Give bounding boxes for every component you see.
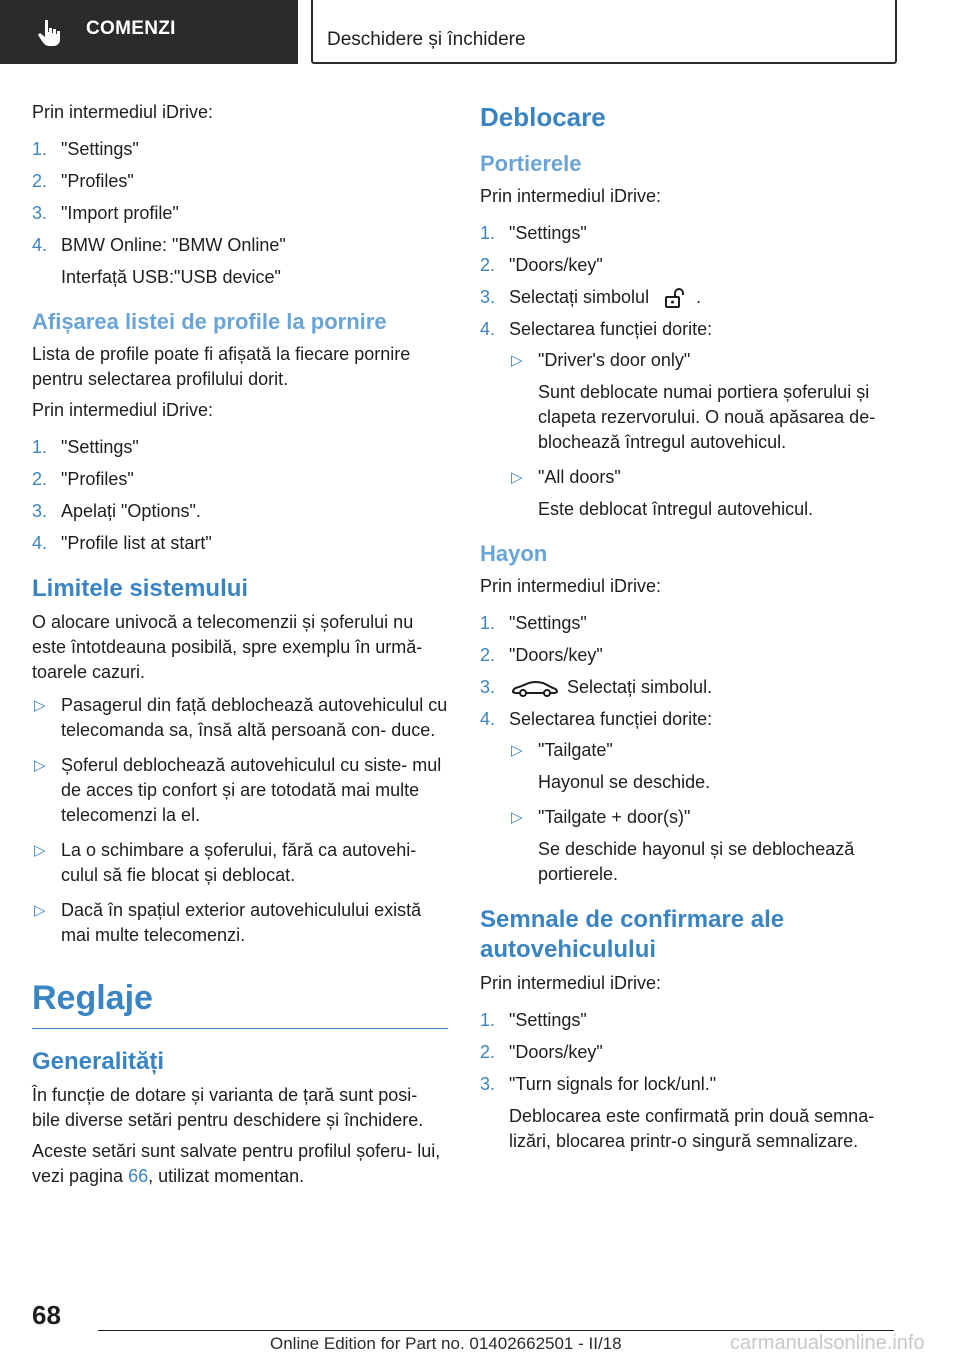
section-title: Deschidere și închidere	[327, 29, 526, 50]
list-item: 1. "Settings"	[480, 1010, 587, 1030]
page-link[interactable]: 66	[128, 1166, 149, 1186]
doors-options	[509, 348, 896, 522]
list-item: 3. Apelați "Options".	[32, 501, 201, 521]
list-item: 1. "Settings"	[480, 223, 587, 243]
intro-text: Prin intermediul iDrive:	[480, 576, 662, 596]
car-tailgate-icon	[509, 677, 561, 699]
intro-text: Prin intermediul iDrive:	[32, 400, 214, 420]
list-item: 1. "Settings"	[32, 139, 139, 159]
list-item: ▷ "Tailgate + door(s)" Se deschide hayonul și se deblochează portierele.	[511, 807, 855, 884]
list-item: 3. Selectați simbolul .	[480, 285, 896, 310]
list-item: 3. "Import profile"	[32, 203, 179, 223]
list-item: ▷ La o schimbare a șoferului, fără ca autovehi- culul să fie blocat și deblocat.	[34, 840, 417, 885]
profile-list-steps	[32, 435, 448, 556]
heading-hayon: Hayon	[480, 541, 548, 566]
list-item: ▷ Pasagerul din față deblochează autovehiculul cu telecomanda sa, însă altă persoană con- duce.	[34, 695, 448, 740]
list-item: ▷ Dacă în spațiul exterior autovehiculului există mai multe telecomenzi.	[34, 900, 422, 945]
list-item: 3. "Turn signals for lock/unl." Deblocarea este confirmată prin două semna- lizări, blocarea printr-o singură semnalizare.	[480, 1072, 896, 1154]
list-item: 4. Selectarea funcției dorite: ▷ "Driver's door only" Sunt deblocate numai portiera șoferului și clapeta rezervorului. O nouă apăsarea de- blochează întregul autovehicul. ▷ "All doors" Este deblocat întregul autovehicul.	[480, 317, 896, 522]
heading-portierele: Portierele	[480, 151, 582, 176]
right-column	[480, 100, 896, 1161]
hayon-options	[509, 738, 896, 887]
doors-steps	[480, 221, 896, 522]
heading-generalitati: Generalități	[32, 1048, 165, 1075]
paragraph: O alocare univocă a telecomenzii și șoferului nu este întotdeauna posibilă, spre exemplu în urmă- toarele cazuri.	[32, 612, 423, 682]
list-item: ▷ "Tailgate" Hayonul se deschide.	[511, 740, 711, 792]
footer-edition: Online Edition for Part no. 01402662501 - II/18	[270, 1334, 622, 1353]
list-item: 2. "Doors/key"	[480, 1042, 603, 1062]
list-item: ▷ "Driver's door only" Sunt deblocate numai portiera șoferului și clapeta rezervorului. O nouă apăsarea de- blochează întregul autovehicul.	[511, 350, 876, 452]
list-item: 1. "Settings"	[480, 613, 587, 633]
list-item: ▷ "All doors" Este deblocat întregul autovehicul.	[511, 467, 814, 519]
intro-text: Prin intermediul iDrive:	[480, 973, 662, 993]
semnale-steps	[480, 1008, 896, 1154]
intro-text: Prin intermediul iDrive:	[32, 102, 214, 122]
chapter-tab	[0, 0, 298, 64]
limits-list	[32, 693, 448, 948]
list-item: 3. Selectați simbolul.	[480, 675, 896, 700]
list-item: 4. BMW Online: "BMW Online" Interfață USB:"USB device"	[32, 233, 448, 290]
watermark: carmanualsonline.info	[730, 1332, 925, 1354]
page-header	[0, 0, 960, 66]
list-item: ▷ Șoferul deblochează autovehiculul cu siste- mul de acces tip confort și are totodată mai multe telecomenzi la el.	[34, 755, 442, 825]
heading-deblocare: Deblocare	[480, 102, 606, 132]
list-item: 1. "Settings"	[32, 437, 139, 457]
paragraph: Aceste setări sunt salvate pentru profilul șoferu- lui, vezi pagina 66, utilizat momentan.	[32, 1141, 441, 1186]
intro-text: Prin intermediul iDrive:	[480, 186, 662, 206]
list-item: 2. "Doors/key"	[480, 645, 603, 665]
paragraph: Lista de profile poate fi afișată la fiecare pornire pentru selectarea profilului dorit.	[32, 344, 411, 389]
heading-reglaje: Reglaje	[32, 976, 448, 1029]
heading-display-profiles: Afișarea listei de profile la pornire	[32, 309, 387, 334]
hand-pointer-icon	[36, 17, 66, 47]
page-number: 68	[32, 1300, 61, 1330]
paragraph: În funcție de dotare și varianta de țară sunt posi- bile diverse setări pentru deschidere și închidere.	[32, 1085, 424, 1130]
footer-divider	[98, 1330, 894, 1331]
list-item: 4. "Profile list at start"	[32, 533, 212, 553]
list-item: 2. "Profiles"	[32, 171, 134, 191]
step-note: Deblocarea este confirmată prin două semna- lizări, blocarea printr-o singură semnalizare.	[509, 1106, 875, 1151]
list-item: 4. Selectarea funcției dorite: ▷ "Tailgate" Hayonul se deschide. ▷ "Tailgate + door(s)" Se deschide hayonul și se deblochează portierele.	[480, 707, 896, 887]
import-profile-steps	[32, 137, 448, 290]
section-tab	[311, 0, 897, 64]
hayon-steps	[480, 611, 896, 887]
heading-semnale: Semnale de confirmare ale autovehiculului	[480, 906, 785, 963]
list-item: 2. "Doors/key"	[480, 255, 603, 275]
list-item: 2. "Profiles"	[32, 469, 134, 489]
left-column	[32, 100, 448, 1189]
step-note: Interfață USB:"USB device"	[61, 267, 281, 287]
heading-system-limits: Limitele sistemului	[32, 575, 249, 602]
chapter-title: COMENZI	[86, 18, 176, 39]
unlocked-padlock-icon	[658, 287, 692, 309]
